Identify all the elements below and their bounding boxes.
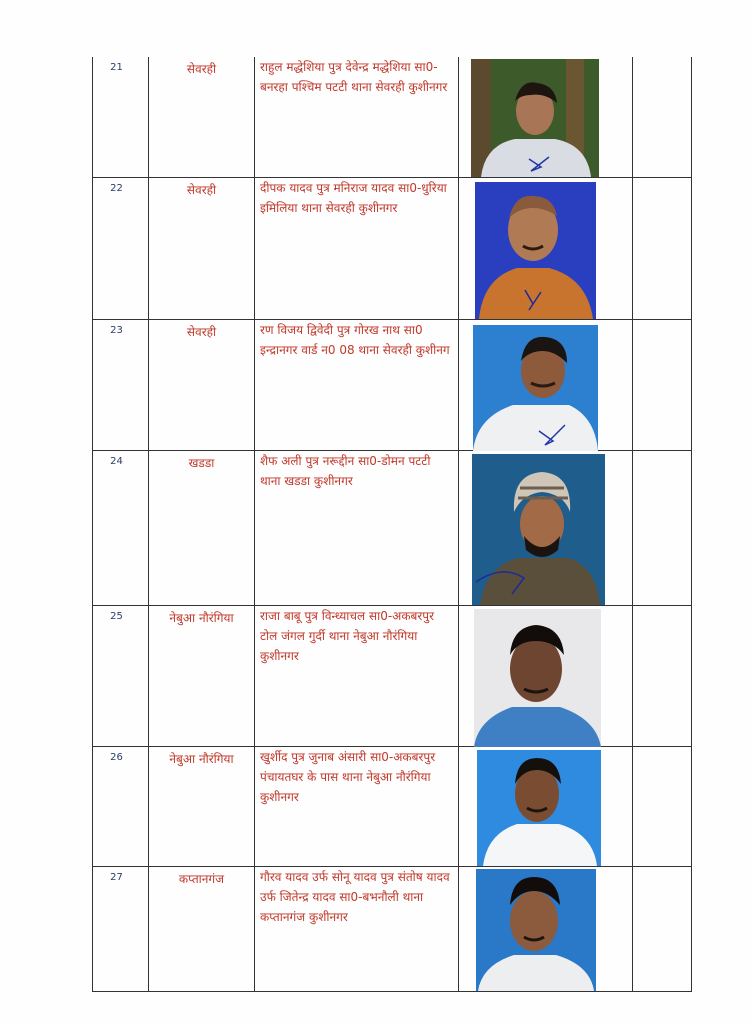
- station-cell: [149, 319, 255, 450]
- table-row: [93, 450, 692, 605]
- serial-cell: [93, 57, 149, 177]
- person-photo: [475, 182, 596, 319]
- police-station: सेवरही: [186, 62, 217, 76]
- blank-cell: [633, 746, 692, 866]
- serial-number: 26: [110, 751, 123, 763]
- details-cell: [255, 177, 459, 319]
- person-details: दीपक यादव पुत्र मनिराज यादव सा0-धुरिया इमिलिया थाना सेवरही कुशीनगर: [260, 180, 447, 215]
- station-cell: [149, 177, 255, 319]
- serial-cell: [93, 177, 149, 319]
- police-station: सेवरही: [186, 324, 217, 339]
- person-details: रण विजय द्विवेदी पुत्र गोरख नाथ सा0 इन्द्रानगर वार्ड न0 08 थाना सेवरही कुशीनग: [260, 322, 450, 357]
- person-details: शैफ अली पुत्र नरूद्दीन सा0-डोमन पटटी थाना खडडा कुशीनगर: [260, 453, 431, 488]
- photo-cell: [459, 319, 633, 450]
- person-details: राहुल मद्धेशिया पुत्र देवेन्द्र मद्धेशिया सा0-बनरहा पश्चिम पटटी थाना सेवरही कुशीनगर: [260, 60, 448, 94]
- station-cell: [149, 605, 255, 746]
- details-cell: [255, 57, 459, 177]
- details-cell: [255, 319, 459, 450]
- police-station: खडडा: [188, 455, 215, 470]
- person-photo: [471, 59, 599, 177]
- police-station: नेबुआ नौरंगिया: [169, 610, 234, 625]
- blank-cell: [633, 866, 692, 991]
- blank-cell: [633, 605, 692, 746]
- serial-number: 25: [110, 610, 123, 622]
- table-row: [93, 746, 692, 866]
- table-row: [93, 319, 692, 450]
- serial-cell: [93, 605, 149, 746]
- serial-number: 23: [110, 324, 123, 336]
- records-table: [92, 57, 692, 992]
- serial-cell: [93, 450, 149, 605]
- blank-cell: [633, 177, 692, 319]
- blank-cell: [633, 319, 692, 450]
- serial-number: 22: [110, 182, 123, 194]
- photo-cell: [459, 746, 633, 866]
- station-cell: [149, 746, 255, 866]
- person-photo: [473, 325, 598, 451]
- person-photo: [476, 869, 596, 991]
- station-cell: [149, 450, 255, 605]
- details-cell: [255, 746, 459, 866]
- table-row: [93, 605, 692, 746]
- station-cell: [149, 866, 255, 991]
- police-station: नेबुआ नौरंगिया: [169, 751, 234, 766]
- blank-cell: [633, 57, 692, 177]
- serial-cell: [93, 319, 149, 450]
- table-row: [93, 177, 692, 319]
- police-station: सेवरही: [186, 182, 217, 197]
- serial-cell: [93, 746, 149, 866]
- photo-cell: [459, 177, 633, 319]
- photo-cell: [459, 57, 633, 177]
- table-row: [93, 866, 692, 991]
- details-cell: [255, 450, 459, 605]
- police-station: कप्तानगंज: [178, 871, 225, 886]
- person-details: खुर्शीद पुत्र जुनाब अंसारी सा0-अकबरपुर पंचायतघर के पास थाना नेबुआ नौरंगिया कुशीनगर: [260, 749, 436, 804]
- photo-cell: [459, 866, 633, 991]
- serial-number: 24: [110, 455, 123, 467]
- photo-cell: [459, 450, 633, 605]
- person-details: राजा बाबू पुत्र विन्ध्याचल सा0-अकबरपुर टोल जंगल गुर्दी थाना नेबुआ नौरंगिया कुशीनगर: [260, 608, 435, 663]
- person-photo: [472, 454, 605, 605]
- person-photo: [477, 750, 601, 866]
- person-details: गौरव यादव उर्फ सोनू यादव पुत्र संतोष यादव उर्फ जितेन्द्र यादव सा0-बभनौली थाना कप्तानगंज कुशीनगर: [260, 869, 450, 924]
- blank-cell: [633, 450, 692, 605]
- serial-number: 27: [110, 871, 123, 883]
- details-cell: [255, 866, 459, 991]
- person-photo: [474, 609, 601, 747]
- serial-cell: [93, 866, 149, 991]
- details-cell: [255, 605, 459, 746]
- table-row: [93, 57, 692, 177]
- serial-number: 21: [110, 62, 123, 73]
- photo-cell: [459, 605, 633, 746]
- station-cell: [149, 57, 255, 177]
